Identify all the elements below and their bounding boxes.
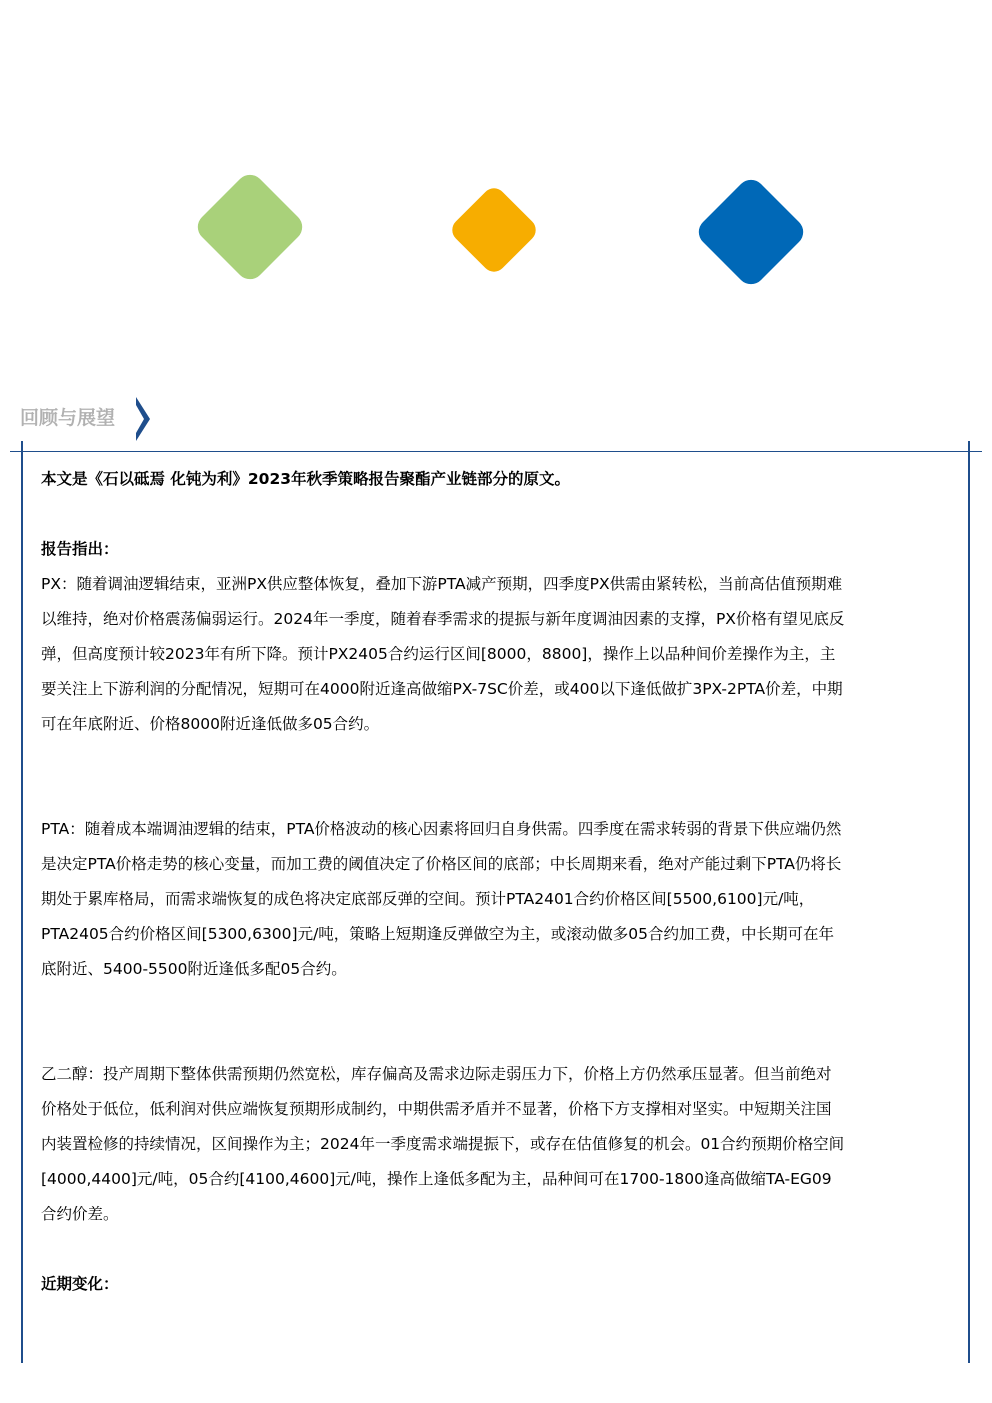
- orange-diamond-graphic: [447, 183, 540, 276]
- section-title: 回顾与展望: [20, 407, 116, 429]
- report-body: [41, 462, 953, 1302]
- pta-line: 是决定PTA价格走势的核心变量，而加工费的阈值决定了价格区间的底部；中长周期来看，绝对产能过剩下PTA仍将长: [41, 855, 842, 873]
- recent-changes-heading: 近期变化：: [41, 1275, 119, 1293]
- pta-line: PTA：随着成本端调油逻辑的结束，PTA价格波动的核心因素将回归自身供需。四季度在需求转弱的背景下供应端仍然: [41, 820, 842, 838]
- px-paragraph: [41, 567, 953, 742]
- pta-line: 期处于累库格局，而需求端恢复的成色将决定底部反弹的空间。预计PTA2401合约价格区间[5500,6100]元/吨，: [41, 890, 815, 908]
- chevron-right-icon: [136, 397, 150, 441]
- pta-line: PTA2405合约价格区间[5300,6300]元/吨，策略上短期逢反弹做空为主，或滚动做多05合约加工费，中长期可在年: [41, 925, 835, 943]
- px-line: 以维持，绝对价格震荡偏弱运行。2024年一季度，随着春季需求的提振与新年度调油因素的支撑，PX价格有望见底反: [41, 610, 845, 628]
- px-line: 要关注上下游利润的分配情况，短期可在4000附近逢高做缩PX-7SC价差，或400以下逢低做扩3PX-2PTA价差，中期: [41, 680, 843, 698]
- intro-paragraph: 本文是《石以砥焉 化钝为利》2023年秋季策略报告聚酯产业链部分的原文。: [41, 470, 571, 488]
- report-heading: 报告指出：: [41, 540, 119, 558]
- eg-line: 内装置检修的持续情况，区间操作为主；2024年一季度需求端提振下，或存在估值修复的机会。01合约预期价格空间: [41, 1135, 845, 1153]
- blue-diamond-graphic: [693, 174, 809, 290]
- px-line: 可在年底附近、价格8000附近逢低做多05合约。: [41, 715, 380, 733]
- px-line: PX：随着调油逻辑结束，亚洲PX供应整体恢复，叠加下游PTA减产预期，四季度PX供需由紧转松，当前高估值预期难: [41, 575, 843, 593]
- frame-top-rule: [10, 451, 982, 452]
- eg-paragraph: [41, 1057, 953, 1232]
- green-diamond-graphic: [192, 169, 308, 285]
- pta-paragraph: [41, 812, 953, 987]
- frame-right-rule: [968, 441, 970, 1363]
- eg-line: 价格处于低位，低利润对供应端恢复预期形成制约，中期供需矛盾并不显著，价格下方支撑相对坚实。中短期关注国: [41, 1100, 832, 1118]
- eg-line: 乙二醇：投产周期下整体供需预期仍然宽松，库存偏高及需求边际走弱压力下，价格上方仍然承压显著。但当前绝对: [41, 1065, 832, 1083]
- px-line: 弹，但高度预计较2023年有所下降。预计PX2405合约运行区间[8000，8800]，操作上以品种间价差操作为主，主: [41, 645, 836, 663]
- eg-line: [4000,4400]元/吨，05合约[4100,4600]元/吨，操作上逢低多配为主，品种间可在1700-1800逢高做缩TA-EG09: [41, 1170, 832, 1188]
- pta-line: 底附近、5400-5500附近逢低多配05合约。: [41, 960, 347, 978]
- frame-left-rule: [21, 441, 23, 1363]
- eg-line: 合约价差。: [41, 1205, 119, 1223]
